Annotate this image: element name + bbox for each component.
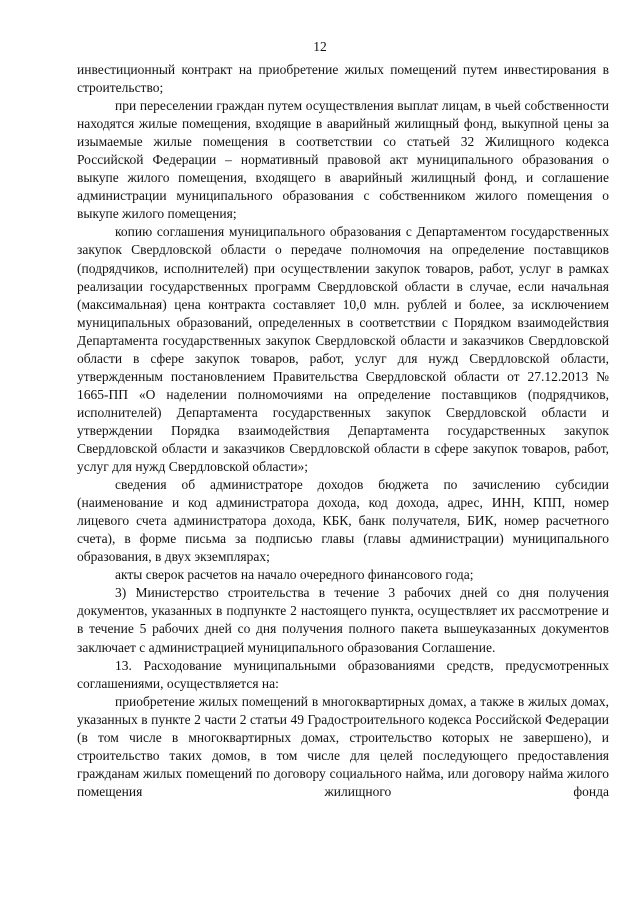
document-body: [77, 61, 609, 801]
page-number: 12: [313, 39, 327, 54]
paragraph: приобретение жилых помещений в многоквартирных домах, а также в жилых домах, указанных в пункте 2 части 2 статьи 49 Градостроительного кодекса Российской Федерации (в том числе в многоквартирных домах, строительство которых не завершено), и строительство таких домов, в том числе для целей последующего предоставления гражданам жилых помещений по договору социального найма, или договору найма жилого помещения жилищного фонда: [77, 693, 609, 799]
paragraph: акты сверок расчетов на начало очередного финансового года;: [115, 567, 474, 583]
paragraph: 3) Министерство строительства в течение 3 рабочих дней со дня получения документов, указанных в подпункте 2 настоящего пункта, осуществляет их рассмотрение и в течение 5 рабочих дней со дня получения полного пакета вышеуказанных документов заключает с администрацией муниципального образования Соглашение.: [77, 585, 609, 655]
paragraph: копию соглашения муниципального образования с Департаментом государственных закупок Свердловской области о передаче полномочия на определение поставщиков (подрядчиков, исполнителей) при осуществлении закупок товаров, работ, услуг в рамках реализации государственных программ Свердловской области в случае, если начальная (максимальная) цена контракта составляет 10,0 млн. рублей и более, за исключением муниципальных образований, определенных в соответствии с Порядком взаимодействия Департамента государственных закупок Свердловской области и заказчиков Свердловской области в сфере закупок товаров, работ, услуг для нужд Свердловской области, утвержденным постановлением Правительства Свердловской области от 27.12.2013 № 1665-ПП «О наделении полномочиями на определение поставщиков (подрядчиков, исполнителей) Департамента государственных закупок Свердловской области и утверждении Порядка взаимодействия Департамента государственных закупок Свердловской области и заказчиков Свердловской области в сфере закупок товаров, работ, услуг для нужд Свердловской области»;: [77, 224, 609, 475]
paragraph: инвестиционный контракт на приобретение жилых помещений путем инвестирования в строительство;: [77, 62, 609, 96]
paragraph: 13. Расходование муниципальными образованиями средств, предусмотренных соглашениями, осуществляется на:: [77, 657, 609, 691]
paragraph: при переселении граждан путем осуществления выплат лицам, в чьей собственности находятся жилые помещения, входящие в аварийный жилищный фонд, выкупной цены за изымаемые жилые помещения в соответствии со статьей 32 Жилищного кодекса Российской Федерации – нормативный правовой акт муниципального образования о выкупе жилого помещения, входящего в аварийный жилищный фонд, и соглашение администрации муниципального образования с собственником жилого помещения о выкупе жилого помещения;: [77, 98, 609, 222]
paragraph: сведения об администраторе доходов бюджета по зачислению субсидии (наименование и код администратора дохода, код дохода, адрес, ИНН, КПП, номер лицевого счета администратора дохода, КБК, банк получателя, БИК, номер расчетного счета), в форме письма за подписью главы (главы администрации) муниципального образования, в двух экземплярах;: [77, 477, 609, 565]
